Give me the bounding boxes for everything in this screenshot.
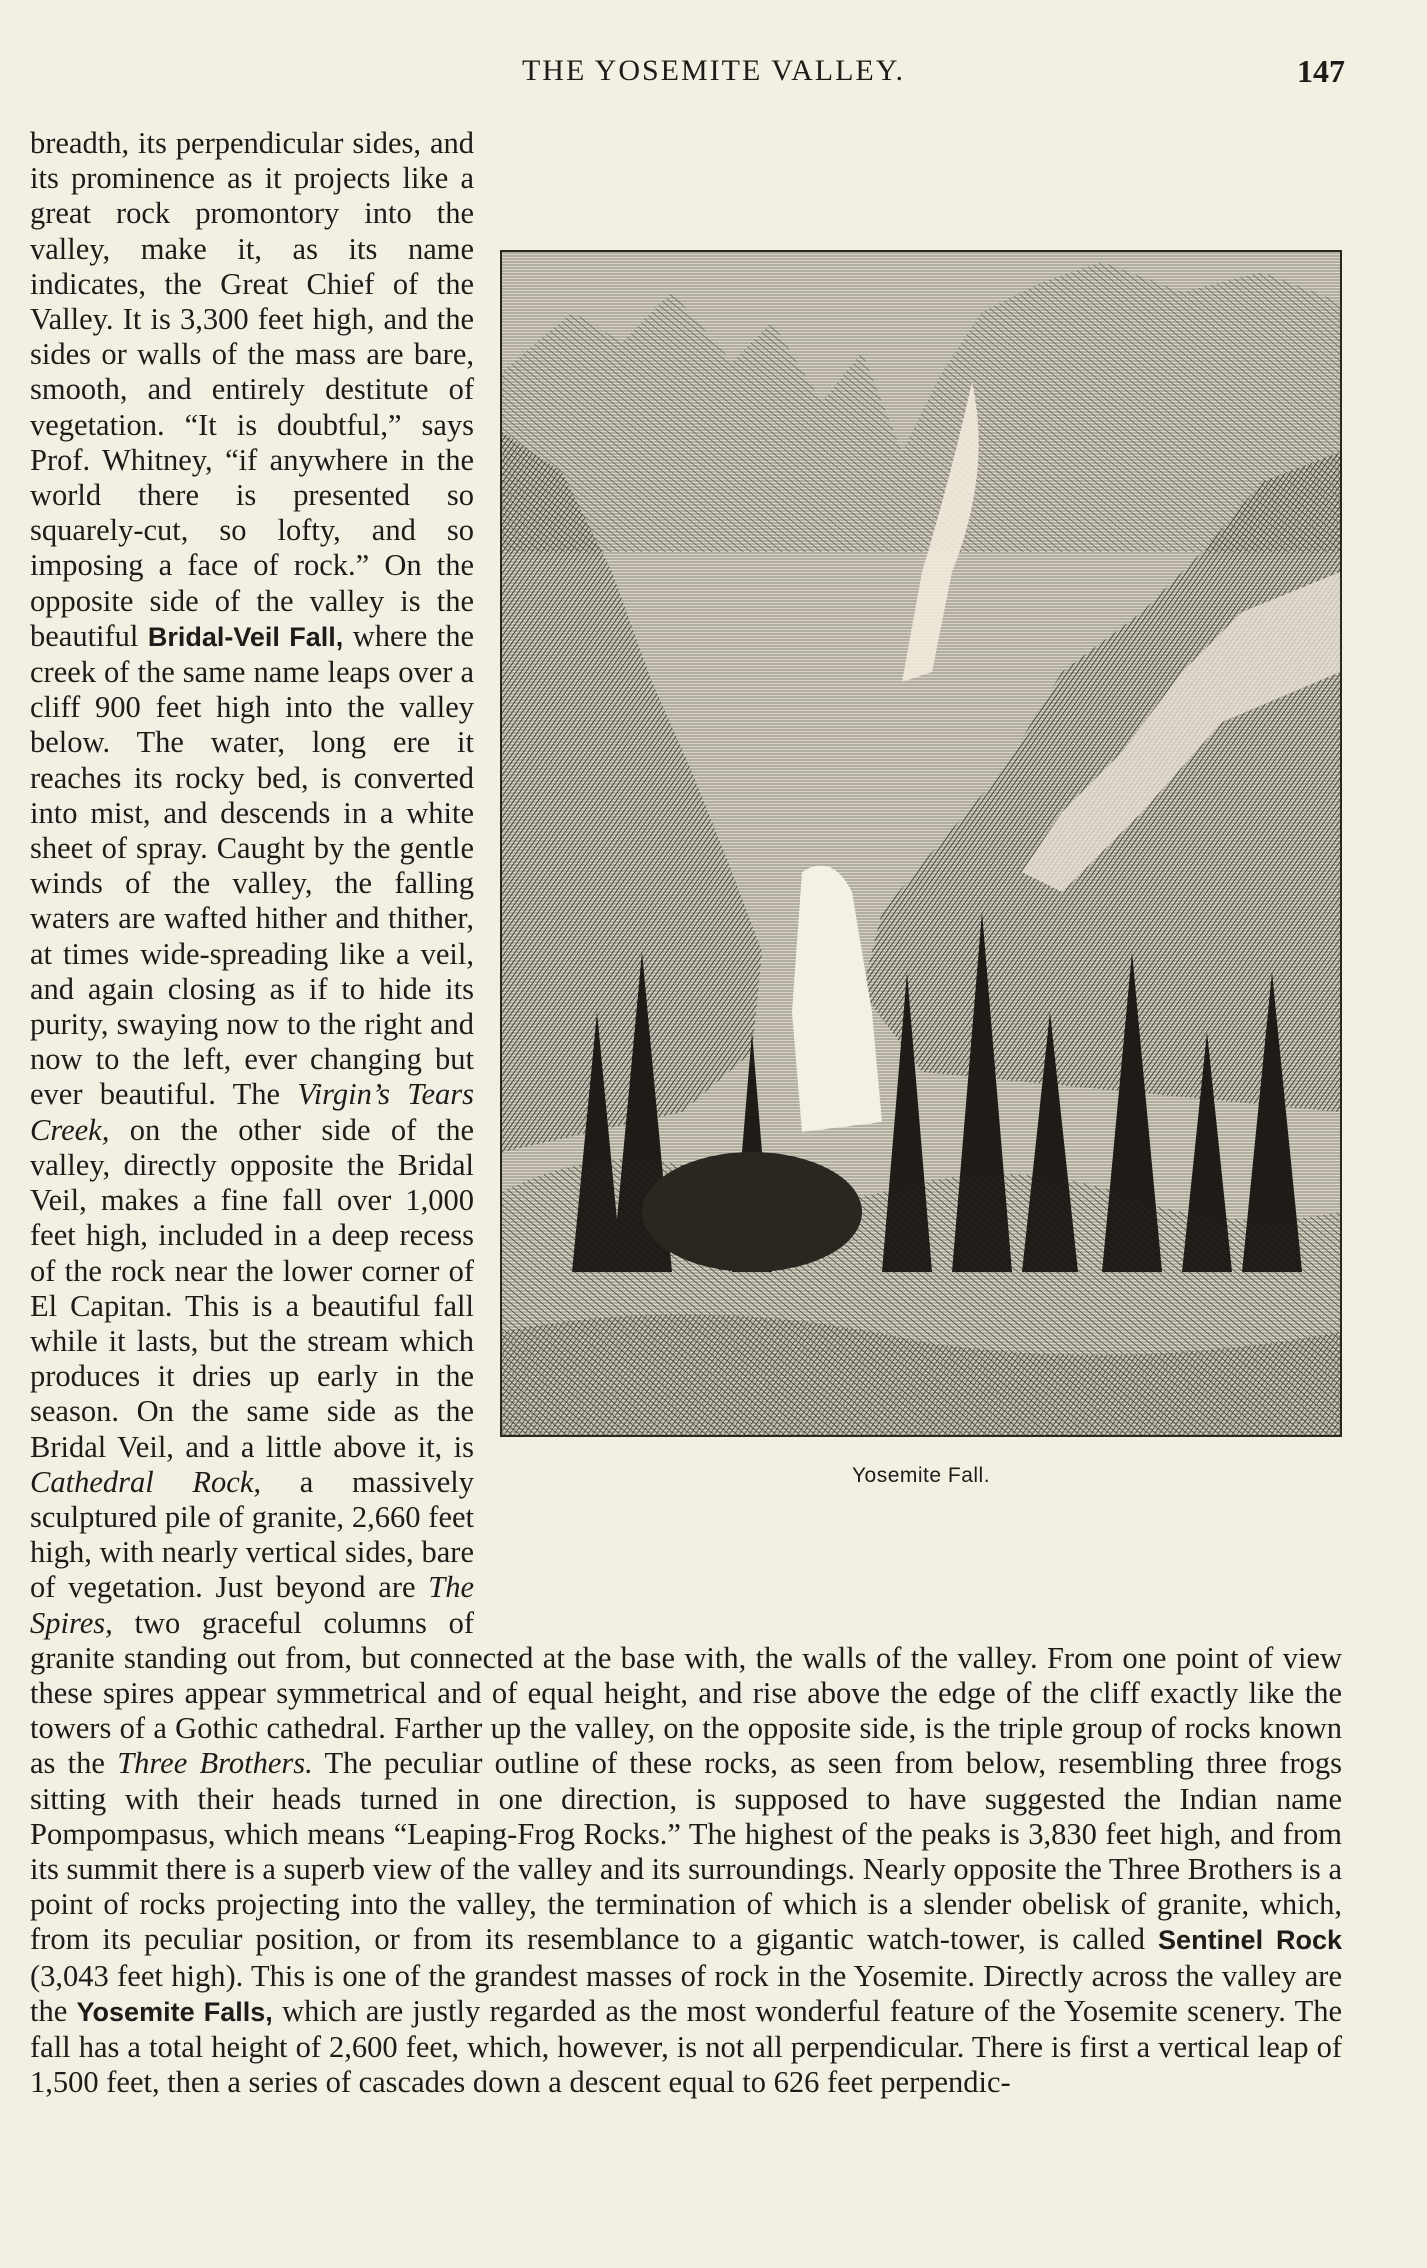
running-title: THE YOSEMITE VALLEY. (521, 54, 906, 87)
italic-term: Three Brothers. (117, 1746, 313, 1781)
italic-term: Virgin’s Tears Creek, (30, 1077, 474, 1147)
text-run: (3,043 feet high). This is one of the grandest masses of rock in the Yosemite. Directly across the valley are the (30, 1958, 1342, 2028)
italic-term: The Spires, (30, 1570, 474, 1640)
text-run: on the other side of the valley, directly opposite the Bridal Veil, makes a fine fall over 1,000 feet high, included in a deep recess of the rock near the lower corner of El Capitan. This is a beautiful fall while it lasts, but the stream which produces it dries up early in the season. On the same side as the Bridal Veil, and a little above it, is (30, 1112, 474, 1464)
page-number: 147 (1297, 53, 1345, 89)
text-run: The peculiar outline of these rocks, as seen from below, resembling three frogs sitting with their heads turned in one direction, is supposed to have suggested the Indian name Pompompasus, which means “Leaping-Frog Rocks.” The highest of the peaks is 3,830 feet high, and from its summit there is a superb view of the valley and its surroundings. Nearly opposite the Three Brothers is a point of rocks projecting into the valley, the termination of which is a slender obelisk of granite, which, from its peculiar position, or from its resemblance to a gigantic watch-tower, is called (30, 1746, 1342, 1957)
yosemite-fall-engraving (500, 250, 1342, 1437)
figure (500, 250, 1342, 1640)
figure-caption: Yosemite Fall. (851, 1464, 991, 1487)
italic-term: Cathedral Rock, (30, 1464, 262, 1499)
body-text (30, 126, 1342, 2100)
text-run: where the creek of the same name leaps over a cliff 900 feet high into the valley below. The water, long ere it reaches its rocky bed, is converted into mist, and descends in a white sheet of spray. Caught by the gentle winds of the valley, the falling waters are wafted hither and thither, at times wide-spreading like a veil, and again closing as if to hide its purity, swaying now to the right and now to the left, ever changing but ever beautiful. The (30, 618, 474, 1112)
text-run: which are justly regarded as the most wonderful feature of the Yosemite scenery. The fall has a total height of 2,600 feet, which, however, is not all perpendicular. There is first a vertical leap of 1,500 feet, then a series of cascades down a descent equal to 626 feet perpendic- (30, 1993, 1343, 2100)
bold-term: Yosemite Falls, (76, 1996, 273, 2027)
text-run: a massively sculptured pile of granite, 2,660 feet high, with nearly vertical sides, bare of vegetation. Just beyond are (30, 1464, 474, 1605)
bold-term: Sentinel Rock (1158, 1925, 1342, 1956)
text-run: two graceful columns of granite standing out from, but connected at the base with, the walls of the valley. From one point of view these spires appear symmetrical and of equal height, and rise above the edge of the cliff exactly like the towers of a Gothic cathedral. Farther up the valley, on the opposite side, is the triple group of rocks known as the (30, 1605, 1342, 1781)
bold-term: Bridal-Veil Fall, (147, 621, 344, 652)
text-run: breadth, its perpendicular sides, and its prominence as it projects like a great rock promontory into the valley, make it, as its name indicates, the Great Chief of the Valley. It is 3,300 feet high, and the sides or walls of the mass are bare, smooth, and entirely destitute of vegetation. “It is doubtful,” says Prof. Whitney, “if anywhere in the world there is presented so squarely-cut, so lofty, and so imposing a face of rock.” On the opposite side of the valley is the beautiful (30, 126, 474, 653)
running-head (0, 48, 1427, 94)
